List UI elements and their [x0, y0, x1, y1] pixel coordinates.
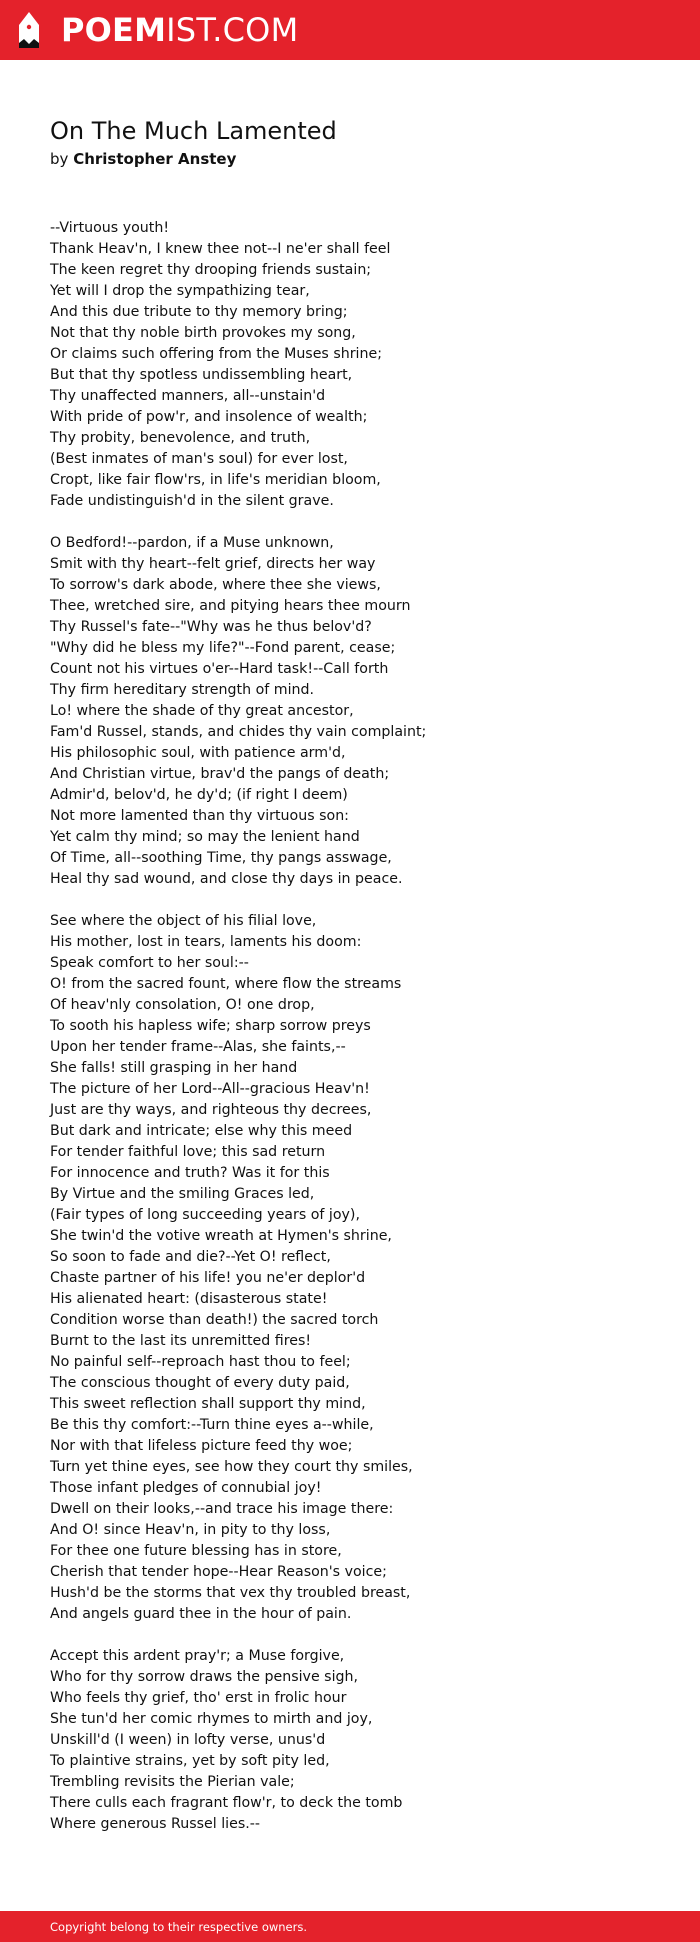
poem-line: Thank Heav'n, I knew thee not--I ne'er shall feel	[50, 241, 391, 257]
poem-line: For thee one future blessing has in store,	[50, 1543, 342, 1559]
poem-line: Trembling revisits the Pierian vale;	[50, 1774, 295, 1790]
poem-line: Just are thy ways, and righteous thy decrees,	[50, 1102, 372, 1118]
poem-line: Not more lamented than thy virtuous son:	[50, 808, 349, 824]
poem-line: Cherish that tender hope--Hear Reason's voice;	[50, 1564, 387, 1580]
poem-line: But dark and intricate; else why this meed	[50, 1123, 353, 1139]
poem-line: But that thy spotless undissembling heart,	[50, 367, 353, 383]
poem-line: Burnt to the last its unremitted fires!	[50, 1333, 312, 1349]
poem-line: She twin'd the votive wreath at Hymen's shrine,	[50, 1228, 392, 1244]
poem-line: Lo! where the shade of thy great ancestor,	[50, 703, 354, 719]
poem-line: There culls each fragrant flow'r, to deck the tomb	[50, 1795, 403, 1811]
poem-line: By Virtue and the smiling Graces led,	[50, 1186, 315, 1202]
poem-line: Be this thy comfort:--Turn thine eyes a--while,	[50, 1417, 374, 1433]
poem-line: Speak comfort to her soul:--	[50, 955, 249, 971]
copyright-text: Copyright belong to their respective owners.	[50, 1920, 308, 1934]
poem-line: O Bedford!--pardon, if a Muse unknown,	[50, 535, 334, 551]
poem-line: Accept this ardent pray'r; a Muse forgive,	[50, 1648, 345, 1664]
poem-line: And this due tribute to thy memory bring;	[50, 304, 348, 320]
poem-line: O! from the sacred fount, where flow the streams	[50, 976, 402, 992]
poem-title: On The Much Lamented	[50, 117, 337, 145]
poem-line: Of heav'nly consolation, O! one drop,	[50, 997, 315, 1013]
poem-line: Yet will I drop the sympathizing tear,	[50, 283, 310, 299]
poem-line: See where the object of his filial love,	[50, 913, 317, 929]
poem-line: Not that thy noble birth provokes my song,	[50, 325, 356, 341]
poem-line: Of Time, all--soothing Time, thy pangs asswage,	[50, 850, 392, 866]
logo-light: IST.COM	[166, 11, 299, 49]
poem-line: Nor with that lifeless picture feed thy woe;	[50, 1438, 353, 1454]
poem-line: The conscious thought of every duty paid,	[50, 1375, 350, 1391]
poem-line: Those infant pledges of connubial joy!	[50, 1480, 322, 1496]
poem-line: Thy unaffected manners, all--unstain'd	[50, 388, 326, 404]
byline	[50, 149, 236, 169]
author-name: Christopher Anstey	[73, 150, 237, 168]
poem-line: Smit with thy heart--felt grief, directs her way	[50, 556, 376, 572]
stanza-break	[50, 890, 670, 911]
poem-line: Where generous Russel lies.--	[50, 1816, 260, 1832]
poem-line: Who for thy sorrow draws the pensive sigh,	[50, 1669, 359, 1685]
poem-line: Thee, wretched sire, and pitying hears thee mourn	[50, 598, 411, 614]
poem-line: The keen regret thy drooping friends sustain;	[50, 262, 372, 278]
poem-line: For innocence and truth? Was it for this	[50, 1165, 330, 1181]
poem-line: Unskill'd (I ween) in lofty verse, unus'd	[50, 1732, 326, 1748]
poem-line: Cropt, like fair flow'rs, in life's meridian bloom,	[50, 472, 381, 488]
logo-bold: POEM	[61, 11, 167, 49]
poem-line: Heal thy sad wound, and close thy days in peace.	[50, 871, 403, 887]
poem-line: She tun'd her comic rhymes to mirth and joy,	[50, 1711, 373, 1727]
by-label: by	[50, 150, 69, 168]
poem-line: To sorrow's dark abode, where thee she views,	[50, 577, 381, 593]
poem-line: And Christian virtue, brav'd the pangs of death;	[50, 766, 390, 782]
poem-line: And O! since Heav'n, in pity to thy loss,	[50, 1522, 331, 1538]
poem-line: Upon her tender frame--Alas, she faints,--	[50, 1039, 346, 1055]
poem-line: This sweet reflection shall support thy mind,	[50, 1396, 366, 1412]
poem-line: Thy firm hereditary strength of mind.	[50, 682, 315, 698]
poem-line: Turn yet thine eyes, see how they court thy smiles,	[50, 1459, 413, 1475]
poem-line: The picture of her Lord--All--gracious Heav'n!	[50, 1081, 370, 1097]
poem-line: Hush'd be the storms that vex thy troubled breast,	[50, 1585, 411, 1601]
poem-line: Fam'd Russel, stands, and chides thy vain complaint;	[50, 724, 427, 740]
poem-line: Or claims such offering from the Muses shrine;	[50, 346, 382, 362]
poem-body	[50, 218, 670, 1835]
poem-line: His mother, lost in tears, laments his doom:	[50, 934, 362, 950]
poem-line: Fade undistinguish'd in the silent grave.	[50, 493, 334, 509]
poem-line: Dwell on their looks,--and trace his image there:	[50, 1501, 394, 1517]
poem-line: No painful self--reproach hast thou to feel;	[50, 1354, 351, 1370]
stanza-break	[50, 512, 670, 533]
poem-line: And angels guard thee in the hour of pain.	[50, 1606, 352, 1622]
poem-line: (Fair types of long succeeding years of joy),	[50, 1207, 360, 1223]
pen-nib-icon	[16, 11, 42, 51]
poem-line: "Why did he bless my life?"--Fond parent, cease;	[50, 640, 396, 656]
poem-line: (Best inmates of man's soul) for ever lost,	[50, 451, 348, 467]
poem-line: Thy Russel's fate--"Why was he thus belov'd?	[50, 619, 372, 635]
poem-line: Condition worse than death!) the sacred torch	[50, 1312, 379, 1328]
poem-line: Who feels thy grief, tho' erst in frolic hour	[50, 1690, 347, 1706]
poem-line: So soon to fade and die?--Yet O! reflect,	[50, 1249, 331, 1265]
poem-line: Yet calm thy mind; so may the lenient hand	[50, 829, 360, 845]
poem-line: To sooth his hapless wife; sharp sorrow preys	[50, 1018, 371, 1034]
site-footer	[0, 1911, 700, 1942]
site-logo-link[interactable]	[0, 0, 299, 60]
poem-line: With pride of pow'r, and insolence of wealth;	[50, 409, 368, 425]
poem-line: To plaintive strains, yet by soft pity led,	[50, 1753, 330, 1769]
poem-line: His alienated heart: (disasterous state!	[50, 1291, 328, 1307]
poem-line: For tender faithful love; this sad return	[50, 1144, 326, 1160]
poem-line: Count not his virtues o'er--Hard task!--Call forth	[50, 661, 389, 677]
poem-line: Thy probity, benevolence, and truth,	[50, 430, 311, 446]
poem-line: --Virtuous youth!	[50, 220, 170, 236]
poem-line: His philosophic soul, with patience arm'd,	[50, 745, 346, 761]
site-logo-text	[61, 9, 298, 51]
poem-line: Admir'd, belov'd, he dy'd; (if right I deem)	[50, 787, 348, 803]
site-header	[0, 0, 700, 60]
stanza-break	[50, 1625, 670, 1646]
poem-line: She falls! still grasping in her hand	[50, 1060, 298, 1076]
poem-line: Chaste partner of his life! you ne'er deplor'd	[50, 1270, 366, 1286]
